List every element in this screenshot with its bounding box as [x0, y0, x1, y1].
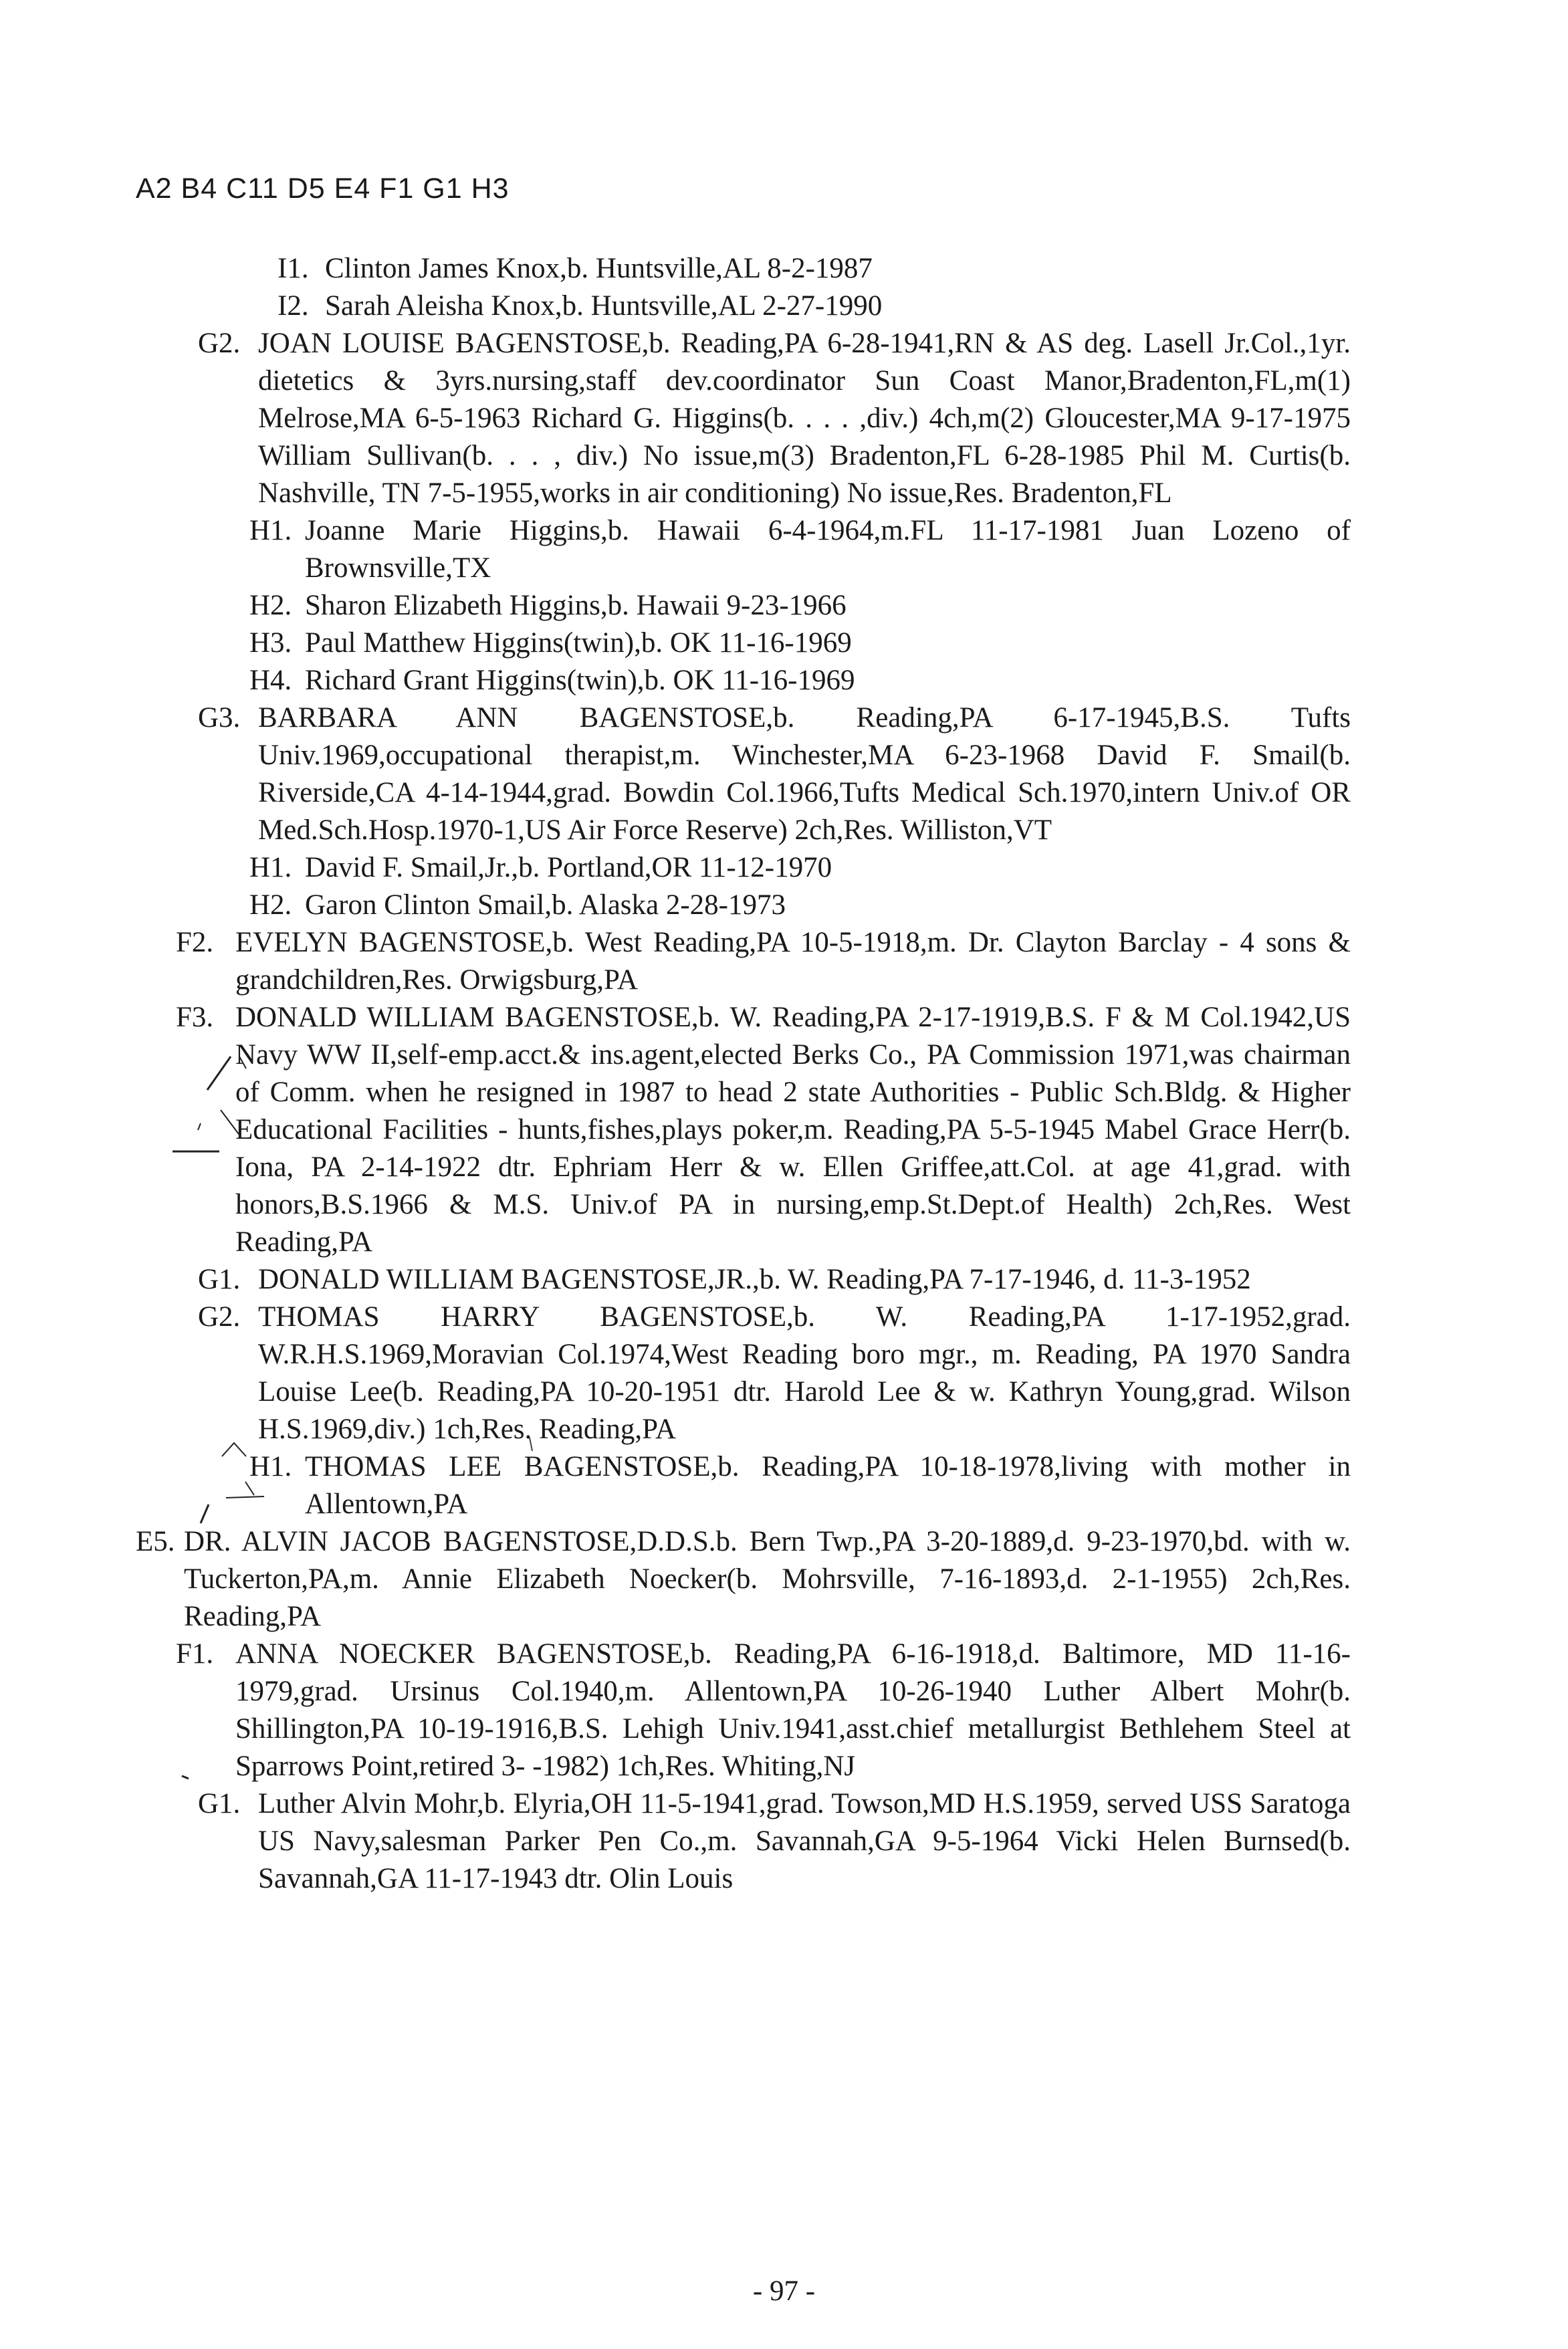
genealogy-entry: [0, 1636, 1351, 1785]
generation-label: G1.: [198, 1264, 241, 1295]
generation-label: H1.: [249, 1451, 292, 1482]
genealogy-entry: [0, 250, 1351, 288]
generation-label: H1.: [249, 515, 292, 546]
genealogy-entry: [0, 662, 1351, 699]
entry-text: Sarah Aleisha Knox,b. Huntsville,AL 2-27-1990: [325, 290, 883, 322]
page-number: - 97 -: [752, 2275, 816, 2307]
genealogy-entries: [0, 250, 1568, 1898]
entry-text: Luther Alvin Mohr,b. Elyria,OH 11-5-1941,grad. Towson,MD H.S.1959, served USS Saratoga US Navy,salesman Parker Pen Co.,m. Savannah,GA 9-5-1964 Vicki Helen Burnsed(b. Savannah,GA 11-17-1943 dtr. Olin Louis: [258, 1788, 1351, 1894]
genealogy-entry: [0, 1261, 1351, 1299]
entry-text: Sharon Elizabeth Higgins,b. Hawaii 9-23-1966: [305, 590, 847, 621]
genealogy-entry: [0, 288, 1351, 325]
genealogy-entry: [0, 1523, 1351, 1636]
generation-label: H1.: [249, 852, 292, 883]
entry-text: DONALD WILLIAM BAGENSTOSE,b. W. Reading,PA 2-17-1919,B.S. F & M Col.1942,US Navy WW II,self-emp.acct.& ins.agent,elected Berks Co., PA Commission 1971,was chairman of Comm. when he resigned in 1987 to head 2 state Authorities - Public Sch.Bldg. & Higher Educational Facilities - hunts,fishes,plays poker,m. Reading,PA 5-5-1945 Mabel Grace Herr(b. Iona, PA 2-14-1922 dtr. Ephriam Herr & w. Ellen Griffee,att.Col. at age 41,grad. with honors,B.S.1966 & M.S. Univ.of PA in nursing,emp.St.Dept.of Health) 2ch,Res. West Reading,PA: [235, 1002, 1351, 1258]
generation-label: H2.: [249, 889, 292, 921]
entry-text: ANNA NOECKER BAGENSTOSE,b. Reading,PA 6-16-1918,d. Baltimore, MD 11-16-1979,grad. Ursinus Col.1940,m. Allentown,PA 10-26-1940 Luther Albert Mohr(b. Shillington,PA 10-19-1916,B.S. Lehigh Univ.1941,asst.chief metallurgist Bethlehem Steel at Sparrows Point,retired 3- -1982) 1ch,Res. Whiting,NJ: [235, 1638, 1351, 1782]
genealogy-entry: [0, 625, 1351, 662]
generation-label: F2.: [176, 927, 214, 958]
genealogy-entry: [0, 325, 1351, 512]
genealogy-entry: [0, 512, 1351, 587]
entry-text: DR. ALVIN JACOB BAGENSTOSE,D.D.S.b. Bern Twp.,PA 3-20-1889,d. 9-23-1970,bd. with w. Tuckerton,PA,m. Annie Elizabeth Noecker(b. Mohrsville, 7-16-1893,d. 2-1-1955) 2ch,Res. Reading,PA: [184, 1526, 1351, 1632]
entry-text: David F. Smail,Jr.,b. Portland,OR 11-12-1970: [305, 852, 832, 883]
generation-label: I2.: [277, 290, 309, 322]
entry-text: EVELYN BAGENSTOSE,b. West Reading,PA 10-5-1918,m. Dr. Clayton Barclay - 4 sons & grandchildren,Res. Orwigsburg,PA: [235, 927, 1351, 996]
genealogy-entry: [0, 887, 1351, 924]
generation-label: F1.: [176, 1638, 214, 1670]
lineage-code-header: A2 B4 C11 D5 E4 F1 G1 H3: [136, 173, 510, 205]
entry-text: Joanne Marie Higgins,b. Hawaii 6-4-1964,m.FL 11-17-1981 Juan Lozeno of Brownsville,TX: [305, 515, 1351, 584]
entry-text: JOAN LOUISE BAGENSTOSE,b. Reading,PA 6-28-1941,RN & AS deg. Lasell Jr.Col.,1yr. dietetics & 3yrs.nursing,staff dev.coordinator Sun Coast Manor,Bradenton,FL,m(1) Melrose,MA 6-5-1963 Richard G. Higgins(b. . . . ,div.) 4ch,m(2) Gloucester,MA 9-17-1975 William Sullivan(b. . . , div.) No issue,m(3) Bradenton,FL 6-28-1985 Phil M. Curtis(b. Nashville, TN 7-5-1955,works in air conditioning) No issue,Res. Bradenton,FL: [258, 328, 1351, 509]
entry-text: THOMAS HARRY BAGENSTOSE,b. W. Reading,PA 1-17-1952,grad. W.R.H.S.1969,Moravian Col.1974,West Reading boro mgr., m. Reading, PA 1970 Sandra Louise Lee(b. Reading,PA 10-20-1951 dtr. Harold Lee & w. Kathryn Young,grad. Wilson H.S.1969,div.) 1ch,Res. Reading,PA: [258, 1301, 1351, 1445]
generation-label: G2.: [198, 1301, 241, 1333]
entry-text: Garon Clinton Smail,b. Alaska 2-28-1973: [305, 889, 786, 921]
generation-label: H4.: [249, 665, 292, 696]
genealogy-entry: [0, 587, 1351, 625]
entry-text: THOMAS LEE BAGENSTOSE,b. Reading,PA 10-18-1978,living with mother in Allentown,PA: [305, 1451, 1351, 1520]
generation-label: G1.: [198, 1788, 241, 1819]
generation-label: G3.: [198, 702, 241, 734]
genealogy-entry: [0, 699, 1351, 849]
entry-text: Paul Matthew Higgins(twin),b. OK 11-16-1969: [305, 627, 852, 659]
entry-text: DONALD WILLIAM BAGENSTOSE,JR.,b. W. Reading,PA 7-17-1946, d. 11-3-1952: [258, 1264, 1251, 1295]
entry-text: Richard Grant Higgins(twin),b. OK 11-16-1969: [305, 665, 855, 696]
genealogy-entry: [0, 1299, 1351, 1448]
generation-label: I1.: [277, 253, 309, 284]
generation-label: E5.: [136, 1526, 175, 1557]
entry-text: BARBARA ANN BAGENSTOSE,b. Reading,PA 6-17-1945,B.S. Tufts Univ.1969,occupational therapist,m. Winchester,MA 6-23-1968 David F. Smail(b. Riverside,CA 4-14-1944,grad. Bowdin Col.1966,Tufts Medical Sch.1970,intern Univ.of OR Med.Sch.Hosp.1970-1,US Air Force Reserve) 2ch,Res. Williston,VT: [258, 702, 1351, 846]
genealogy-entry: [0, 924, 1351, 999]
genealogy-entry: [0, 1448, 1351, 1523]
genealogy-entry: [0, 999, 1351, 1261]
generation-label: G2.: [198, 328, 241, 359]
genealogy-entry: [0, 1785, 1351, 1898]
generation-label: H2.: [249, 590, 292, 621]
generation-label: H3.: [249, 627, 292, 659]
generation-label: F3.: [176, 1002, 214, 1033]
entry-text: Clinton James Knox,b. Huntsville,AL 8-2-1987: [325, 253, 873, 284]
genealogy-entry: [0, 849, 1351, 887]
